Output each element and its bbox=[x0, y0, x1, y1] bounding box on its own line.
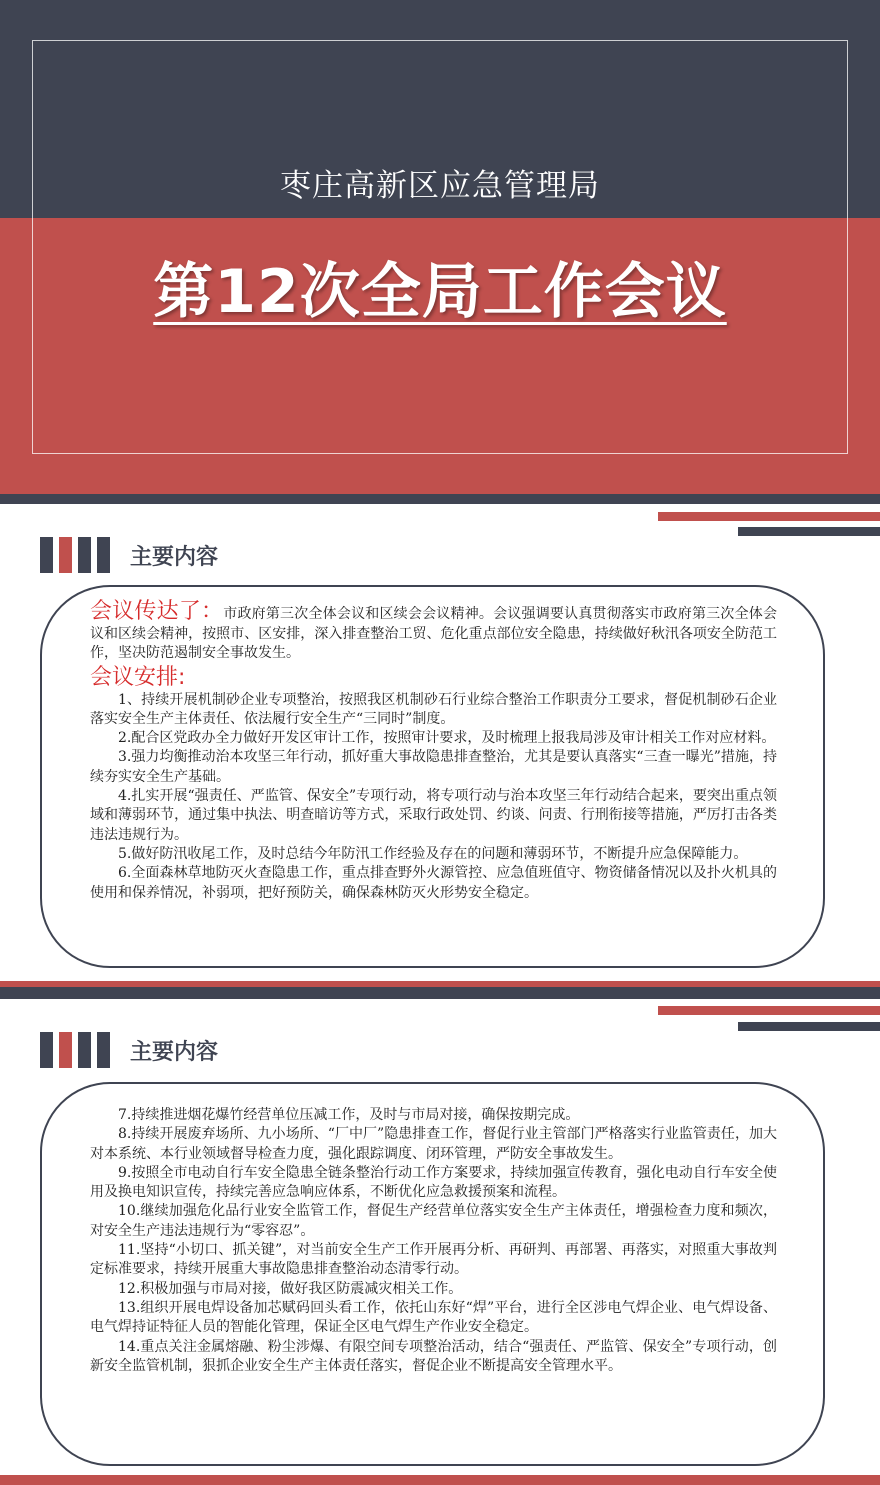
list-item: 10.继续加强危化品行业安全监管工作，督促生产经营单位落实安全生产主体责任，增强检查力度和频次，对安全生产违法违规行为“零容忍”。 bbox=[90, 1203, 777, 1239]
bar-icon bbox=[78, 1032, 91, 1068]
section-header bbox=[40, 1032, 218, 1068]
list-item: 5.做好防汛收尾工作，及时总结今年防汛工作经验及存在的问题和薄弱环节，不断提升应急保障能力。 bbox=[118, 845, 748, 862]
footer-stripe bbox=[0, 1475, 880, 1485]
list-item: 4.扎实开展“强责任、严监管、保安全”专项行动，将专项行动与治本攻坚三年行动结合起来，要突出重点领域和薄弱环节，通过集中执法、明查暗访等方式，采取行政处罚、约谈、问责、行刑衔接等措施，严厉打击各类违法违规行为。 bbox=[90, 788, 777, 843]
meeting-conveyed-paragraph bbox=[90, 599, 777, 664]
section-title: 主要内容 bbox=[130, 544, 219, 570]
conveyed-text: 市政府第三次全体会议和区续会会议精神。会议强调要认真贯彻落实市政府第三次全体会议和区续会精神，按照市、区安排，深入排查整治工贸、危化重点部位安全隐患，持续做好秋汛各项安全防范工作，坚决防范遏制安全事故发生。 bbox=[90, 606, 777, 662]
list-item: 8.持续开展废弃场所、九小场所、“厂中厂”隐患排查工作，督促行业主管部门严格落实行业监管责任，加大对本系统、本行业领域督导检查力度，强化跟踪调度、闭环管理，严防安全事故发生。 bbox=[90, 1126, 777, 1162]
content-card bbox=[40, 585, 825, 968]
list-item: 12.积极加强与市局对接，做好我区防震减灾相关工作。 bbox=[118, 1280, 463, 1297]
list-item: 7.持续推进烟花爆竹经营单位压减工作，及时与市局对接，确保按期完成。 bbox=[118, 1107, 580, 1123]
list-item: 2.配合区党政办全力做好开发区审计工作，按照审计要求，及时梳理上报我局涉及审计相关工作对应材料。 bbox=[118, 730, 776, 747]
list-item: 9.按照全市电动自行车安全隐患全链条整治行动工作方案要求，持续加强宣传教育，强化电动自行车安全使用及换电知识宣传，持续完善应急响应体系，不断优化应急救援预案和流程。 bbox=[90, 1164, 777, 1201]
content-card bbox=[40, 1082, 825, 1466]
list-item: 11.坚持“小切口、抓关键”，对当前安全生产工作开展再分析、再研判、再部署、再落实，对照重大事故判定标准要求，持续开展重大事故隐患排查整治动态清零行动。 bbox=[90, 1242, 777, 1278]
decor-stripe-red bbox=[658, 512, 880, 521]
bar-icon bbox=[40, 537, 53, 573]
section-title: 主要内容 bbox=[130, 1039, 219, 1065]
bar-icon bbox=[78, 537, 91, 573]
arrangement-label: 会议安排: bbox=[90, 664, 186, 690]
decor-stripe-dark bbox=[738, 527, 880, 536]
list-item: 1、持续开展机制砂企业专项整治，按照我区机制砂石行业综合整治工作职责分工要求，督促机制砂石企业落实安全生产主体责任、依法履行安全生产“三同时”制度。 bbox=[90, 691, 777, 727]
organization-name: 枣庄高新区应急管理局 bbox=[280, 168, 600, 204]
decor-stripe-dark bbox=[738, 1022, 880, 1031]
meeting-title: 第12次全局工作会议 bbox=[153, 257, 727, 327]
bar-icon bbox=[59, 537, 72, 573]
separator-dark bbox=[0, 987, 880, 999]
list-item: 3.强力均衡推动治本攻坚三年行动，抓好重大事故隐患排查整治，尤其是要认真落实“三查一曝光”措施，持续夯实安全生产基础。 bbox=[90, 749, 777, 785]
conveyed-label: 会议传达了： bbox=[90, 599, 224, 624]
header-bottom-stripe bbox=[0, 494, 880, 504]
bar-icon bbox=[59, 1032, 72, 1068]
list-item: 14.重点关注金属熔融、粉尘涉爆、有限空间专项整治活动，结合“强责任、严监管、保安全”专项行动，创新安全监管机制，狠抓企业安全生产主体责任落实，督促企业不断提高安全管理水平。 bbox=[90, 1338, 777, 1374]
list-item: 6.全面森林草地防灭火查隐患工作，重点排查野外火源管控、应急值班值守、物资储备情况以及扑火机具的使用和保养情况，补弱项，把好预防关，确保森林防灭火形势安全稳定。 bbox=[90, 865, 777, 901]
bar-icon bbox=[97, 537, 110, 573]
list-item: 13.组织开展电焊设备加芯赋码回头看工作，依托山东好“焊”平台，进行全区涉电气焊企业、电气焊设备、电气焊持证特征人员的智能化管理，保证全区电气焊生产作业安全稳定。 bbox=[90, 1299, 777, 1336]
bar-icon bbox=[97, 1032, 110, 1068]
bar-icon bbox=[40, 1032, 53, 1068]
decor-stripe-red bbox=[658, 1006, 880, 1015]
section-header bbox=[40, 537, 218, 573]
